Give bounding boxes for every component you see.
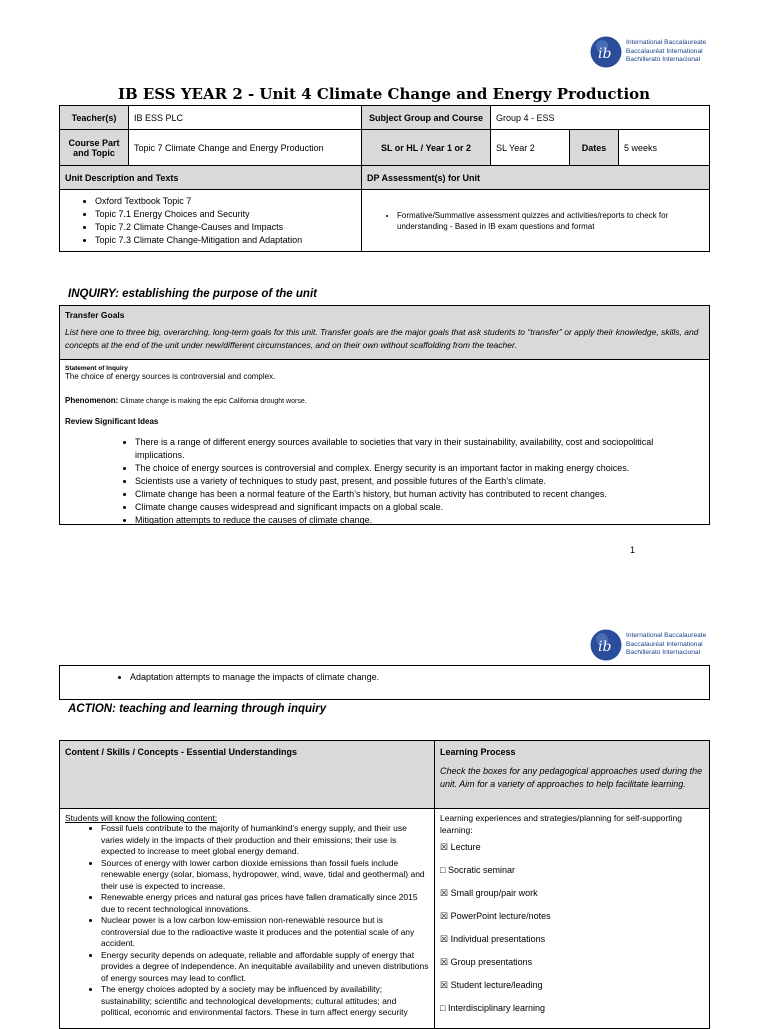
review-ideas-label: Review Significant Ideas — [65, 417, 159, 426]
checkbox-label: Socratic seminar — [447, 865, 515, 875]
list-item: • There is a range of different energy sources available to societies that vary in their sustainability, availability, cost and sociopolitical implications. — [135, 436, 704, 462]
ib-logo-icon — [590, 629, 622, 661]
checkbox-icon: ☒ — [440, 934, 449, 944]
checkbox-label: Group presentations — [450, 957, 533, 967]
checkbox-label: Interdisciplinary learning — [447, 1003, 546, 1013]
content-list — [65, 823, 429, 1019]
svg-text:ib: ib — [598, 46, 612, 62]
unit-description-label: Unit Description and Texts — [60, 166, 362, 190]
list-item: • Renewable energy prices and natural gas prices have fallen dramatically since 2015 due to recent technological innovations. — [101, 892, 429, 915]
level-label: SL or HL / Year 1 or 2 — [362, 130, 491, 166]
list-item: • Topic 7.3 Climate Change-Mitigation and Adaptation — [95, 234, 356, 247]
checkbox-icon: ☒ — [440, 957, 449, 967]
ideas-list-continued — [60, 671, 709, 684]
checkbox-student-lecture[interactable] — [440, 974, 704, 997]
page-number: 1 — [630, 545, 636, 555]
list-item: • Climate change has been a normal feature of the Earth’s history, but human activity has contributed to recent changes. — [135, 488, 704, 501]
logo-line-1: International Baccalaureate — [626, 39, 707, 46]
checkbox-icon: □ — [440, 1003, 446, 1013]
ib-logo — [590, 36, 710, 70]
checkbox-label: PowerPoint lecture/notes — [450, 911, 551, 921]
dates-label: Dates — [570, 130, 619, 166]
list-item: • Topic 7.1 Energy Choices and Security — [95, 208, 356, 221]
level-value: SL Year 2 — [491, 130, 570, 166]
assessment-list — [367, 210, 704, 232]
unit-texts-list — [65, 195, 356, 247]
continued-ideas-box — [59, 665, 710, 700]
list-item: • Adaptation attempts to manage the impacts of climate change. — [130, 671, 709, 684]
checkbox-icon: ☒ — [440, 911, 449, 921]
checkbox-lecture[interactable] — [440, 836, 704, 859]
course-part-label: Course Part and Topic — [60, 130, 129, 166]
ideas-list — [65, 436, 704, 527]
unit-info-table — [59, 105, 710, 252]
unit-texts-cell — [60, 190, 362, 252]
learning-process-header: Learning Process — [440, 747, 516, 757]
ib-logo — [590, 629, 710, 663]
content-skills-header: Content / Skills / Concepts - Essential Understandings — [60, 741, 435, 809]
logo-line-3: Bachillerato Internacional — [626, 649, 701, 656]
list-item: • Formative/Summative assessment quizzes and activities/reports to check for understanding - Based in IB exam questions and format — [397, 210, 704, 232]
dates-value: 5 weeks — [619, 130, 710, 166]
checkbox-group-presentations[interactable] — [440, 951, 704, 974]
page-title: IB ESS YEAR 2 - Unit 4 Climate Change and Energy Production — [117, 85, 651, 103]
ib-logo-icon — [590, 36, 622, 68]
phenomenon-line — [65, 396, 704, 405]
list-item: • Climate change causes widespread and significant impacts on a global scale. — [135, 501, 704, 514]
action-table — [59, 740, 710, 1029]
subject-value: Group 4 - ESS — [491, 106, 710, 130]
list-item: • Mitigation attempts to reduce the causes of climate change. — [135, 514, 704, 527]
inquiry-heading: INQUIRY: establishing the purpose of the unit — [68, 288, 317, 300]
checkbox-label: Lecture — [450, 842, 481, 852]
content-cell — [60, 809, 435, 1029]
logo-line-3: Bachillerato Internacional — [626, 56, 701, 63]
process-cell — [435, 809, 710, 1029]
dp-assessment-label: DP Assessment(s) for Unit — [362, 166, 710, 190]
transfer-goals-body — [60, 360, 709, 532]
list-item: • The choice of energy sources is controversial and complex. Energy security is an important factor in making energy choices. — [135, 462, 704, 475]
dp-assessment-cell — [362, 190, 710, 252]
statement-text: The choice of energy sources is controversial and complex. — [65, 372, 276, 381]
transfer-goals-text: List here one to three big, overarching, long-term goals for this unit. Transfer goals are the major goals that ask students to “transfer” or apply their knowledge, skills, and concepts at the end of the unit under new/different circumstances, and on their own without scaffolding from the teacher. — [65, 327, 699, 350]
action-heading: ACTION: teaching and learning through inquiry — [68, 703, 327, 715]
checkbox-label: Individual presentations — [450, 934, 546, 944]
teacher-label: Teacher(s) — [60, 106, 129, 130]
checkbox-interdisciplinary[interactable] — [440, 997, 704, 1020]
transfer-goals-label: Transfer Goals — [65, 310, 125, 320]
course-part-value: Topic 7 Climate Change and Energy Production — [129, 130, 362, 166]
checkbox-label: Small group/pair work — [450, 888, 538, 898]
list-item: • The energy choices adopted by a society may be influenced by availability; sustainability; scientific and technological developments; cultural attitudes; and political, economic and environmental factors. These in turn affect energy security — [101, 984, 429, 1019]
transfer-goals-header — [60, 306, 709, 360]
checkbox-icon: □ — [440, 865, 446, 875]
subject-label: Subject Group and Course — [362, 106, 491, 130]
list-item: • Oxford Textbook Topic 7 — [95, 195, 356, 208]
logo-line-1: International Baccalaureate — [626, 632, 707, 639]
list-item: • Fossil fuels contribute to the majority of humankind’s energy supply, and their use varies widely in the impacts of their production and their emissions; their use is expected to increase to meet global energy demand. — [101, 823, 429, 858]
checkbox-small-group[interactable] — [440, 882, 704, 905]
content-intro: Students will know the following content: — [65, 813, 218, 823]
checkbox-icon: ☒ — [440, 888, 449, 898]
list-item: • Sources of energy with lower carbon dioxide emissions than fossil fuels include renewable energy (solar, biomass, hydropower, wind, wave, tidal and geothermal) and their use is expected to increase. — [101, 858, 429, 893]
teacher-value: IB ESS PLC — [129, 106, 362, 130]
process-intro: Learning experiences and strategies/planning for self-supporting learning: — [440, 813, 682, 835]
svg-text:ib: ib — [598, 639, 612, 655]
checkbox-label: Student lecture/leading — [450, 980, 543, 990]
learning-process-header-cell — [435, 741, 710, 809]
list-item: • Energy security depends on adequate, reliable and affordable supply of energy that provides a degree of independence. An inequitable availability and uneven distributions of energy sources may lead to conflict. — [101, 950, 429, 985]
phenomenon-text: Climate change is making the epic California drought worse. — [120, 398, 307, 405]
learning-process-note: Check the boxes for any pedagogical approaches used during the unit. Aim for a variety of approaches to help facilitate learning. — [440, 766, 703, 789]
logo-line-2: Baccalauréat International — [626, 47, 703, 55]
phenomenon-label: Phenomenon: — [65, 396, 119, 405]
checkbox-powerpoint[interactable] — [440, 905, 704, 928]
statement-label: Statement of Inquiry — [65, 365, 128, 372]
list-item: • Topic 7.2 Climate Change-Causes and Impacts — [95, 221, 356, 234]
list-item: • Nuclear power is a low carbon low-emission non-renewable resource but is controversial due to the radioactive waste it produces and the potential scale of any accident. — [101, 915, 429, 950]
logo-line-2: Baccalauréat International — [626, 640, 703, 648]
checkbox-icon: ☒ — [440, 980, 449, 990]
transfer-goals-box — [59, 305, 710, 525]
list-item: • Scientists use a variety of techniques to study past, present, and possible futures of the Earth’s climate. — [135, 475, 704, 488]
checkbox-individual-presentations[interactable] — [440, 928, 704, 951]
checkbox-socratic-seminar[interactable] — [440, 859, 704, 882]
checkbox-icon: ☒ — [440, 842, 449, 852]
